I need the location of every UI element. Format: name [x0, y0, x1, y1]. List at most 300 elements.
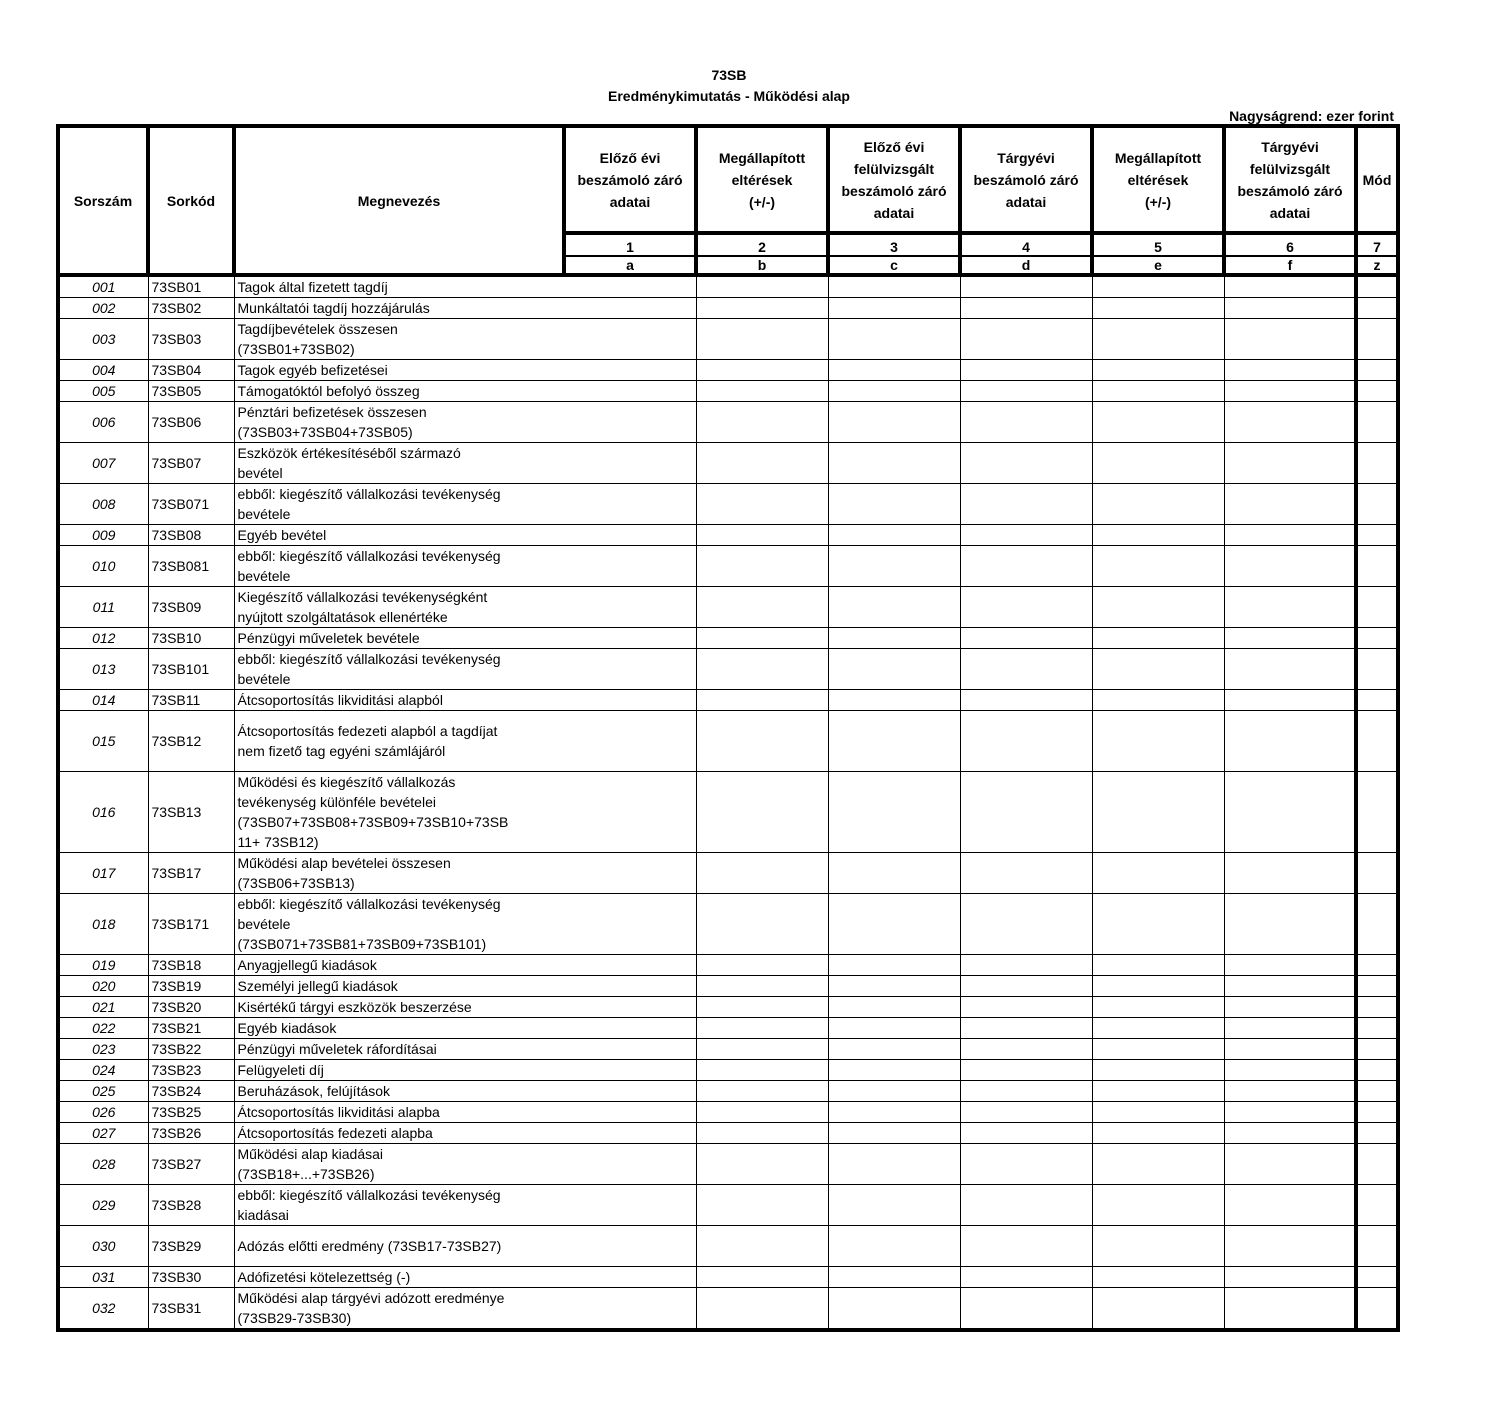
value-cell-5[interactable]	[1092, 1267, 1224, 1288]
value-cell-5[interactable]	[1092, 997, 1224, 1018]
value-cell-2[interactable]	[696, 484, 828, 525]
header-col-1	[564, 126, 696, 233]
value-cell-2[interactable]	[696, 853, 828, 894]
header-line: Előző évi	[599, 149, 661, 166]
value-cell-3[interactable]	[828, 955, 960, 976]
row-label-line: Működési és kiegészítő vállalkozás	[237, 774, 456, 790]
value-cell-5[interactable]	[1092, 628, 1224, 649]
value-cell-6[interactable]	[1224, 997, 1356, 1018]
value-cell-7[interactable]	[1356, 649, 1398, 690]
value-cell-6[interactable]	[1224, 402, 1356, 443]
value-cell-3[interactable]	[828, 1060, 960, 1081]
table-row	[58, 1102, 1398, 1123]
row-label-line: 11+ 73SB12)	[237, 834, 319, 850]
value-cell-5[interactable]	[1092, 1123, 1224, 1144]
value-cell-2[interactable]	[696, 319, 828, 360]
row-megnevezes	[234, 649, 564, 690]
row-label-line: Pénzügyi műveletek ráfordításai	[237, 1041, 437, 1057]
value-cell-1[interactable]	[564, 1039, 696, 1060]
value-cell-6[interactable]	[1224, 587, 1356, 628]
value-cell-7[interactable]	[1356, 628, 1398, 649]
value-cell-3[interactable]	[828, 443, 960, 484]
value-cell-1[interactable]	[564, 546, 696, 587]
row-sorkod: 73SB29	[148, 1226, 234, 1267]
value-cell-4[interactable]	[960, 690, 1092, 711]
value-cell-2[interactable]	[696, 1226, 828, 1267]
value-cell-6[interactable]	[1224, 360, 1356, 381]
value-cell-4[interactable]	[960, 298, 1092, 319]
value-cell-6[interactable]	[1224, 894, 1356, 955]
value-cell-2[interactable]	[696, 1102, 828, 1123]
value-cell-3[interactable]	[828, 1039, 960, 1060]
row-label-line: ebből: kiegészítő vállalkozási tevékenység	[237, 1187, 501, 1203]
value-cell-4[interactable]	[960, 443, 1092, 484]
value-cell-1[interactable]	[564, 443, 696, 484]
row-label-line: tevékenység különféle bevételei	[237, 794, 436, 810]
value-cell-1[interactable]	[564, 381, 696, 402]
value-cell-7[interactable]	[1356, 587, 1398, 628]
row-sorszam: 003	[58, 319, 148, 360]
row-sorszam: 020	[58, 976, 148, 997]
value-cell-4[interactable]	[960, 976, 1092, 997]
value-cell-7[interactable]	[1356, 360, 1398, 381]
value-cell-7[interactable]	[1356, 955, 1398, 976]
value-cell-7[interactable]	[1356, 1288, 1398, 1331]
value-cell-1[interactable]	[564, 587, 696, 628]
value-cell-6[interactable]	[1224, 1018, 1356, 1039]
value-cell-5[interactable]	[1092, 955, 1224, 976]
value-cell-6[interactable]	[1224, 1102, 1356, 1123]
value-cell-4[interactable]	[960, 997, 1092, 1018]
value-cell-7[interactable]	[1356, 484, 1398, 525]
value-cell-4[interactable]	[960, 381, 1092, 402]
value-cell-5[interactable]	[1092, 381, 1224, 402]
value-cell-4[interactable]	[960, 587, 1092, 628]
row-label-line: (73SB07+73SB08+73SB09+73SB10+73SB	[237, 814, 509, 830]
value-cell-4[interactable]	[960, 275, 1092, 298]
value-cell-6[interactable]	[1224, 628, 1356, 649]
value-cell-3[interactable]	[828, 1081, 960, 1102]
header-line: Tárgyévi	[1261, 138, 1319, 155]
value-cell-4[interactable]	[960, 1123, 1092, 1144]
value-cell-6[interactable]	[1224, 772, 1356, 853]
value-cell-2[interactable]	[696, 997, 828, 1018]
table-row	[58, 1039, 1398, 1060]
value-cell-5[interactable]	[1092, 853, 1224, 894]
value-cell-3[interactable]	[828, 275, 960, 298]
value-cell-3[interactable]	[828, 402, 960, 443]
value-cell-6[interactable]	[1224, 955, 1356, 976]
row-megnevezes	[234, 546, 564, 587]
value-cell-1[interactable]	[564, 1288, 696, 1331]
value-cell-3[interactable]	[828, 690, 960, 711]
table-row	[58, 711, 1398, 772]
value-cell-3[interactable]	[828, 1123, 960, 1144]
value-cell-6[interactable]	[1224, 1039, 1356, 1060]
value-cell-2[interactable]	[696, 1144, 828, 1185]
value-cell-1[interactable]	[564, 997, 696, 1018]
row-sorkod: 73SB20	[148, 997, 234, 1018]
value-cell-7[interactable]	[1356, 402, 1398, 443]
value-cell-7[interactable]	[1356, 1102, 1398, 1123]
value-cell-5[interactable]	[1092, 1288, 1224, 1331]
row-sorkod: 73SB02	[148, 298, 234, 319]
value-cell-5[interactable]	[1092, 402, 1224, 443]
value-cell-3[interactable]	[828, 1267, 960, 1288]
value-cell-7[interactable]	[1356, 1018, 1398, 1039]
row-sorszam: 015	[58, 711, 148, 772]
value-cell-3[interactable]	[828, 711, 960, 772]
value-cell-6[interactable]	[1224, 1144, 1356, 1185]
value-cell-6[interactable]	[1224, 298, 1356, 319]
value-cell-3[interactable]	[828, 546, 960, 587]
value-cell-4[interactable]	[960, 1288, 1092, 1331]
row-label-line: Egyéb bevétel	[237, 527, 327, 543]
value-cell-1[interactable]	[564, 1102, 696, 1123]
value-cell-6[interactable]	[1224, 1123, 1356, 1144]
value-cell-5[interactable]	[1092, 1102, 1224, 1123]
value-cell-1[interactable]	[564, 853, 696, 894]
value-cell-4[interactable]	[960, 484, 1092, 525]
value-cell-7[interactable]	[1356, 772, 1398, 853]
value-cell-2[interactable]	[696, 275, 828, 298]
value-cell-7[interactable]	[1356, 997, 1398, 1018]
row-sorszam: 032	[58, 1288, 148, 1331]
value-cell-2[interactable]	[696, 1123, 828, 1144]
value-cell-3[interactable]	[828, 1226, 960, 1267]
value-cell-6[interactable]	[1224, 649, 1356, 690]
row-sorkod: 73SB21	[148, 1018, 234, 1039]
value-cell-5[interactable]	[1092, 1039, 1224, 1060]
header-line: Előző évi	[863, 138, 925, 155]
value-cell-3[interactable]	[828, 894, 960, 955]
value-cell-4[interactable]	[960, 1018, 1092, 1039]
value-cell-3[interactable]	[828, 649, 960, 690]
value-cell-1[interactable]	[564, 319, 696, 360]
value-cell-4[interactable]	[960, 1267, 1092, 1288]
value-cell-1[interactable]	[564, 360, 696, 381]
row-sorkod: 73SB31	[148, 1288, 234, 1331]
value-cell-2[interactable]	[696, 360, 828, 381]
value-cell-5[interactable]	[1092, 525, 1224, 546]
value-cell-6[interactable]	[1224, 546, 1356, 587]
row-sorkod: 73SB28	[148, 1185, 234, 1226]
value-cell-6[interactable]	[1224, 525, 1356, 546]
table-row	[58, 976, 1398, 997]
value-cell-2[interactable]	[696, 1081, 828, 1102]
value-cell-4[interactable]	[960, 1102, 1092, 1123]
value-cell-3[interactable]	[828, 1018, 960, 1039]
value-cell-4[interactable]	[960, 1226, 1092, 1267]
value-cell-7[interactable]	[1356, 711, 1398, 772]
value-cell-2[interactable]	[696, 298, 828, 319]
value-cell-3[interactable]	[828, 1144, 960, 1185]
column-letter: c	[828, 256, 960, 275]
row-label-line: Pénzügyi műveletek bevétele	[237, 630, 420, 646]
value-cell-4[interactable]	[960, 319, 1092, 360]
value-cell-1[interactable]	[564, 1267, 696, 1288]
row-sorszam: 024	[58, 1060, 148, 1081]
value-cell-5[interactable]	[1092, 1226, 1224, 1267]
value-cell-7[interactable]	[1356, 894, 1398, 955]
table-row	[58, 997, 1398, 1018]
row-megnevezes	[234, 997, 564, 1018]
value-cell-5[interactable]	[1092, 1081, 1224, 1102]
value-cell-7[interactable]	[1356, 546, 1398, 587]
value-cell-4[interactable]	[960, 525, 1092, 546]
value-cell-2[interactable]	[696, 443, 828, 484]
value-cell-2[interactable]	[696, 1288, 828, 1331]
value-cell-1[interactable]	[564, 402, 696, 443]
value-cell-6[interactable]	[1224, 275, 1356, 298]
value-cell-7[interactable]	[1356, 1226, 1398, 1267]
row-sorszam: 007	[58, 443, 148, 484]
value-cell-4[interactable]	[960, 628, 1092, 649]
value-cell-3[interactable]	[828, 772, 960, 853]
row-label-line: Beruházások, felújítások	[237, 1083, 391, 1099]
value-cell-7[interactable]	[1356, 690, 1398, 711]
row-megnevezes	[234, 1018, 564, 1039]
value-cell-7[interactable]	[1356, 1123, 1398, 1144]
row-label-line: nem fizető tag egyéni számlájáról	[237, 743, 446, 759]
value-cell-3[interactable]	[828, 381, 960, 402]
value-cell-1[interactable]	[564, 711, 696, 772]
column-number: 5	[1092, 239, 1224, 256]
column-number: 3	[828, 239, 960, 256]
row-sorkod: 73SB05	[148, 381, 234, 402]
value-cell-2[interactable]	[696, 1267, 828, 1288]
value-cell-7[interactable]	[1356, 525, 1398, 546]
table-row	[58, 690, 1398, 711]
value-cell-4[interactable]	[960, 546, 1092, 587]
header-line: beszámoló záró	[973, 171, 1079, 188]
row-megnevezes	[234, 1267, 564, 1288]
value-cell-1[interactable]	[564, 649, 696, 690]
value-cell-6[interactable]	[1224, 484, 1356, 525]
value-cell-5[interactable]	[1092, 1018, 1224, 1039]
value-cell-6[interactable]	[1224, 1060, 1356, 1081]
value-cell-4[interactable]	[960, 402, 1092, 443]
value-cell-7[interactable]	[1356, 1185, 1398, 1226]
table-row	[58, 1123, 1398, 1144]
row-sorkod: 73SB06	[148, 402, 234, 443]
value-cell-3[interactable]	[828, 628, 960, 649]
value-cell-6[interactable]	[1224, 690, 1356, 711]
value-cell-6[interactable]	[1224, 1185, 1356, 1226]
value-cell-1[interactable]	[564, 298, 696, 319]
value-cell-1[interactable]	[564, 1123, 696, 1144]
value-cell-1[interactable]	[564, 1018, 696, 1039]
value-cell-1[interactable]	[564, 955, 696, 976]
row-label-line: Személyi jellegű kiadások	[237, 978, 398, 994]
value-cell-5[interactable]	[1092, 894, 1224, 955]
value-cell-6[interactable]	[1224, 381, 1356, 402]
value-cell-1[interactable]	[564, 1081, 696, 1102]
value-cell-3[interactable]	[828, 976, 960, 997]
value-cell-7[interactable]	[1356, 275, 1398, 298]
value-cell-1[interactable]	[564, 275, 696, 298]
value-cell-4[interactable]	[960, 1081, 1092, 1102]
value-cell-3[interactable]	[828, 298, 960, 319]
value-cell-5[interactable]	[1092, 1185, 1224, 1226]
value-cell-4[interactable]	[960, 711, 1092, 772]
value-cell-1[interactable]	[564, 1226, 696, 1267]
table-row	[58, 525, 1398, 546]
value-cell-1[interactable]	[564, 690, 696, 711]
value-cell-3[interactable]	[828, 1185, 960, 1226]
value-cell-1[interactable]	[564, 525, 696, 546]
value-cell-7[interactable]	[1356, 381, 1398, 402]
value-cell-5[interactable]	[1092, 546, 1224, 587]
value-cell-6[interactable]	[1224, 853, 1356, 894]
column-number: 4	[960, 239, 1092, 256]
value-cell-2[interactable]	[696, 1018, 828, 1039]
row-sorszam: 010	[58, 546, 148, 587]
value-cell-2[interactable]	[696, 894, 828, 955]
value-cell-7[interactable]	[1356, 1081, 1398, 1102]
value-cell-2[interactable]	[696, 525, 828, 546]
value-cell-7[interactable]	[1356, 1144, 1398, 1185]
value-cell-5[interactable]	[1092, 772, 1224, 853]
value-cell-5[interactable]	[1092, 319, 1224, 360]
header-row	[58, 126, 1398, 233]
value-cell-7[interactable]	[1356, 319, 1398, 360]
table-row	[58, 587, 1398, 628]
value-cell-7[interactable]	[1356, 443, 1398, 484]
value-cell-6[interactable]	[1224, 1081, 1356, 1102]
row-sorszam: 002	[58, 298, 148, 319]
row-sorszam: 016	[58, 772, 148, 853]
value-cell-2[interactable]	[696, 690, 828, 711]
row-label-line: ebből: kiegészítő vállalkozási tevékenység	[237, 896, 501, 912]
value-cell-3[interactable]	[828, 1288, 960, 1331]
value-cell-6[interactable]	[1224, 1288, 1356, 1331]
value-cell-5[interactable]	[1092, 1060, 1224, 1081]
value-cell-2[interactable]	[696, 1039, 828, 1060]
table-row	[58, 1018, 1398, 1039]
value-cell-6[interactable]	[1224, 711, 1356, 772]
row-sorszam: 021	[58, 997, 148, 1018]
value-cell-4[interactable]	[960, 360, 1092, 381]
row-megnevezes	[234, 894, 564, 955]
value-cell-6[interactable]	[1224, 1226, 1356, 1267]
value-cell-2[interactable]	[696, 772, 828, 853]
value-cell-5[interactable]	[1092, 443, 1224, 484]
row-label-line: bevétel	[237, 465, 283, 481]
row-sorszam: 029	[58, 1185, 148, 1226]
value-cell-7[interactable]	[1356, 1267, 1398, 1288]
value-cell-7[interactable]	[1356, 976, 1398, 997]
value-cell-5[interactable]	[1092, 298, 1224, 319]
value-cell-6[interactable]	[1224, 443, 1356, 484]
value-cell-5[interactable]	[1092, 649, 1224, 690]
value-cell-5[interactable]	[1092, 484, 1224, 525]
value-cell-5[interactable]	[1092, 690, 1224, 711]
value-cell-4[interactable]	[960, 1039, 1092, 1060]
value-cell-2[interactable]	[696, 955, 828, 976]
table-row	[58, 275, 1398, 298]
value-cell-2[interactable]	[696, 546, 828, 587]
value-cell-1[interactable]	[564, 894, 696, 955]
value-cell-3[interactable]	[828, 360, 960, 381]
row-label-line: Adózás előtti eredmény (73SB17-73SB27)	[237, 1238, 502, 1254]
value-cell-5[interactable]	[1092, 275, 1224, 298]
value-cell-5[interactable]	[1092, 976, 1224, 997]
value-cell-4[interactable]	[960, 894, 1092, 955]
row-sorszam: 014	[58, 690, 148, 711]
value-cell-4[interactable]	[960, 853, 1092, 894]
value-cell-1[interactable]	[564, 1185, 696, 1226]
row-label-line: Átcsoportosítás fedezeti alapba	[237, 1125, 433, 1141]
value-cell-3[interactable]	[828, 997, 960, 1018]
row-label-line: (73SB29-73SB30)	[237, 1310, 352, 1326]
value-cell-2[interactable]	[696, 381, 828, 402]
value-cell-7[interactable]	[1356, 853, 1398, 894]
value-cell-3[interactable]	[828, 1102, 960, 1123]
value-cell-4[interactable]	[960, 649, 1092, 690]
value-cell-1[interactable]	[564, 1144, 696, 1185]
value-cell-4[interactable]	[960, 1144, 1092, 1185]
value-cell-1[interactable]	[564, 628, 696, 649]
value-cell-1[interactable]	[564, 484, 696, 525]
value-cell-5[interactable]	[1092, 711, 1224, 772]
value-cell-5[interactable]	[1092, 587, 1224, 628]
header-line: (+/-)	[748, 193, 776, 210]
value-cell-5[interactable]	[1092, 1144, 1224, 1185]
row-sorszam: 005	[58, 381, 148, 402]
row-label-line: Működési alap tárgyévi adózott eredménye	[237, 1290, 505, 1306]
value-cell-2[interactable]	[696, 587, 828, 628]
column-letter: b	[696, 256, 828, 275]
value-cell-5[interactable]	[1092, 360, 1224, 381]
value-cell-3[interactable]	[828, 853, 960, 894]
header-line: eltérések	[1127, 171, 1189, 188]
value-cell-2[interactable]	[696, 402, 828, 443]
value-cell-6[interactable]	[1224, 1267, 1356, 1288]
value-cell-3[interactable]	[828, 587, 960, 628]
header-col-5	[1092, 126, 1224, 233]
value-cell-3[interactable]	[828, 525, 960, 546]
value-cell-3[interactable]	[828, 319, 960, 360]
row-megnevezes	[234, 1123, 564, 1144]
value-cell-7[interactable]	[1356, 1039, 1398, 1060]
value-cell-3[interactable]	[828, 484, 960, 525]
table-row	[58, 955, 1398, 976]
row-megnevezes	[234, 1226, 564, 1267]
value-cell-7[interactable]	[1356, 298, 1398, 319]
value-cell-1[interactable]	[564, 1060, 696, 1081]
column-number: 7	[1356, 239, 1398, 256]
value-cell-4[interactable]	[960, 1185, 1092, 1226]
value-cell-4[interactable]	[960, 772, 1092, 853]
value-cell-2[interactable]	[696, 711, 828, 772]
value-cell-6[interactable]	[1224, 319, 1356, 360]
value-cell-1[interactable]	[564, 976, 696, 997]
value-cell-4[interactable]	[960, 1060, 1092, 1081]
value-cell-2[interactable]	[696, 628, 828, 649]
value-cell-2[interactable]	[696, 1185, 828, 1226]
value-cell-2[interactable]	[696, 976, 828, 997]
value-cell-1[interactable]	[564, 772, 696, 853]
value-cell-7[interactable]	[1356, 1060, 1398, 1081]
value-cell-4[interactable]	[960, 955, 1092, 976]
row-megnevezes	[234, 1185, 564, 1226]
value-cell-2[interactable]	[696, 1060, 828, 1081]
value-cell-2[interactable]	[696, 649, 828, 690]
table-row	[58, 1288, 1398, 1331]
statement-table	[56, 124, 1400, 1332]
value-cell-6[interactable]	[1224, 976, 1356, 997]
